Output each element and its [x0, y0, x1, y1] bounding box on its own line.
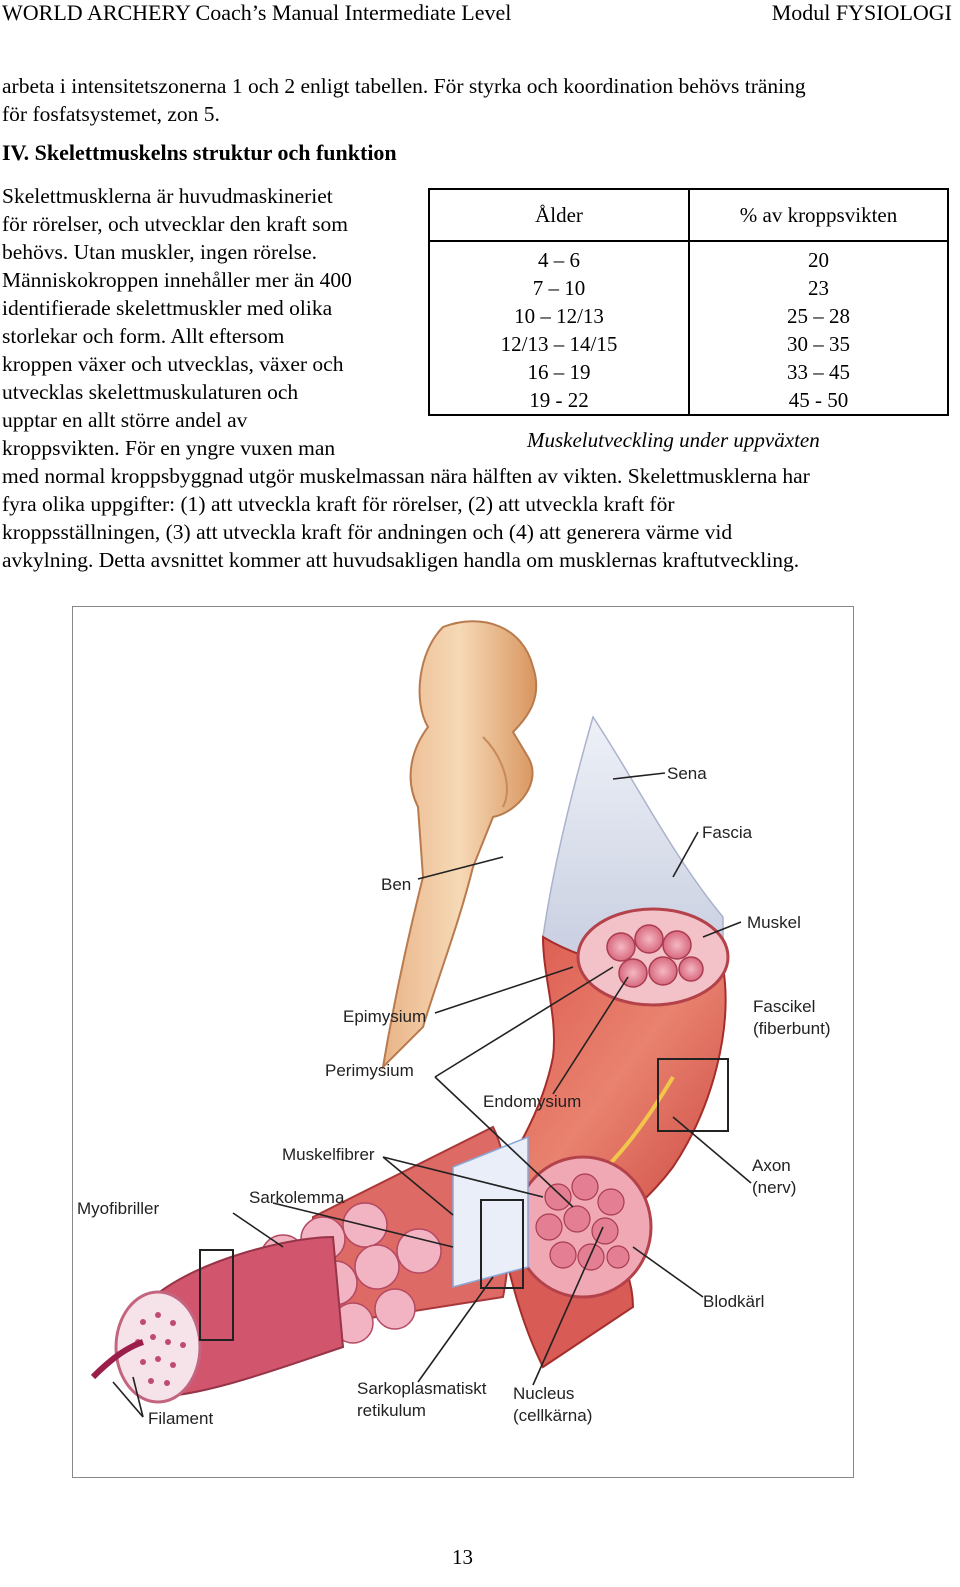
label-axon: Axon — [752, 1156, 791, 1175]
side-line: upptar en allt större andel av — [2, 408, 248, 432]
label-muskel: Muskel — [747, 913, 801, 932]
table-header-age: Ålder — [429, 189, 689, 241]
label-retikulum: retikulum — [357, 1401, 426, 1420]
bone-shape — [383, 621, 576, 1067]
label-fascikel: Fascikel — [753, 997, 816, 1016]
side-line: Skelettmusklerna är huvudmaskineriet — [2, 184, 333, 208]
side-line: behövs. Utan muskler, ingen rörelse. — [2, 240, 317, 264]
body-line: kroppsställningen, (3) att utveckla kraft för andningen och (4) att generera värme vid — [2, 520, 733, 544]
header-left: WORLD ARCHERY Coach’s Manual Intermediate Level — [2, 0, 512, 25]
label-sena: Sena — [667, 764, 707, 783]
label-blodkarl: Blodkärl — [703, 1292, 765, 1311]
label-nucleus: Nucleus — [513, 1384, 575, 1403]
side-line: för rörelser, och utvecklar den kraft som — [2, 212, 348, 236]
percent-value: 25 – 28 — [787, 304, 850, 328]
table-caption: Muskelutveckling under uppväxten — [527, 428, 820, 452]
percent-value: 33 – 45 — [787, 360, 850, 384]
body-line: avkylning. Detta avsnittet kommer att huvudsakligen handla om musklernas kraftutveckling. — [2, 548, 800, 572]
label-sarkolemma: Sarkolemma — [249, 1188, 345, 1207]
label-epimysium: Epimysium — [343, 1007, 427, 1026]
label-sarkoplasmatiskt: Sarkoplasmatiskt — [357, 1379, 487, 1398]
label-fascia: Fascia — [702, 823, 753, 842]
body-line: med normal kroppsbyggnad utgör muskelmassan nära hälften av vikten. Skelettmusklerna har — [2, 464, 810, 488]
muscle-cross-section — [578, 909, 728, 1005]
age-value: 10 – 12/13 — [514, 304, 604, 328]
label-perimysium: Perimysium — [325, 1061, 414, 1080]
percent-value: 23 — [808, 276, 829, 300]
percent-value: 45 - 50 — [788, 388, 849, 412]
side-line: Människokroppen innehåller mer än 400 — [2, 268, 352, 292]
age-value: 12/13 – 14/15 — [500, 332, 618, 356]
table-header-percent: % av kroppsvikten — [689, 189, 948, 241]
section-heading: IV. Skelettmuskelns struktur och funktion — [2, 140, 397, 165]
age-value: 16 – 19 — [527, 360, 591, 384]
label-nerv: (nerv) — [752, 1178, 797, 1197]
page-number: 13 — [452, 1545, 473, 1569]
age-value: 7 – 10 — [532, 276, 586, 300]
age-value: 4 – 6 — [538, 248, 580, 272]
percent-value: 20 — [808, 248, 829, 272]
muscle-anatomy-figure — [72, 606, 854, 1478]
header-right: Modul FYSIOLOGI — [771, 0, 952, 25]
label-myofibriller: Myofibriller — [77, 1199, 160, 1218]
label-fiberbunt: (fiberbunt) — [753, 1019, 831, 1038]
label-cellkarna: (cellkärna) — [513, 1406, 593, 1425]
label-endomysium: Endomysium — [483, 1092, 582, 1111]
label-muskelfibrer: Muskelfibrer — [282, 1145, 375, 1164]
age-value: 19 - 22 — [529, 388, 589, 412]
side-line: kroppsvikten. För en yngre vuxen man — [2, 436, 336, 460]
label-filament: Filament — [148, 1409, 214, 1428]
percent-column — [689, 241, 948, 415]
intro-line-1: arbeta i intensitetszonerna 1 och 2 enligt tabellen. För styrka och koordination behövs träning — [2, 74, 806, 98]
muscle-anatomy-illustration — [73, 607, 853, 1477]
label-ben: Ben — [381, 875, 412, 894]
body-line: fyra olika uppgifter: (1) att utveckla kraft för rörelser, (2) att utveckla kraft för — [2, 492, 675, 516]
side-line: storlekar och form. Allt eftersom — [2, 324, 285, 348]
side-line: kroppen växer och utvecklas, växer och — [2, 352, 344, 376]
muscle-development-table — [428, 188, 949, 416]
percent-value: 30 – 35 — [787, 332, 850, 356]
side-line: identifierade skelettmuskler med olika — [2, 296, 333, 320]
side-line: utvecklas skelettmuskulaturen och — [2, 380, 299, 404]
age-column — [429, 241, 689, 415]
intro-line-2: för fosfatsystemet, zon 5. — [2, 102, 220, 126]
